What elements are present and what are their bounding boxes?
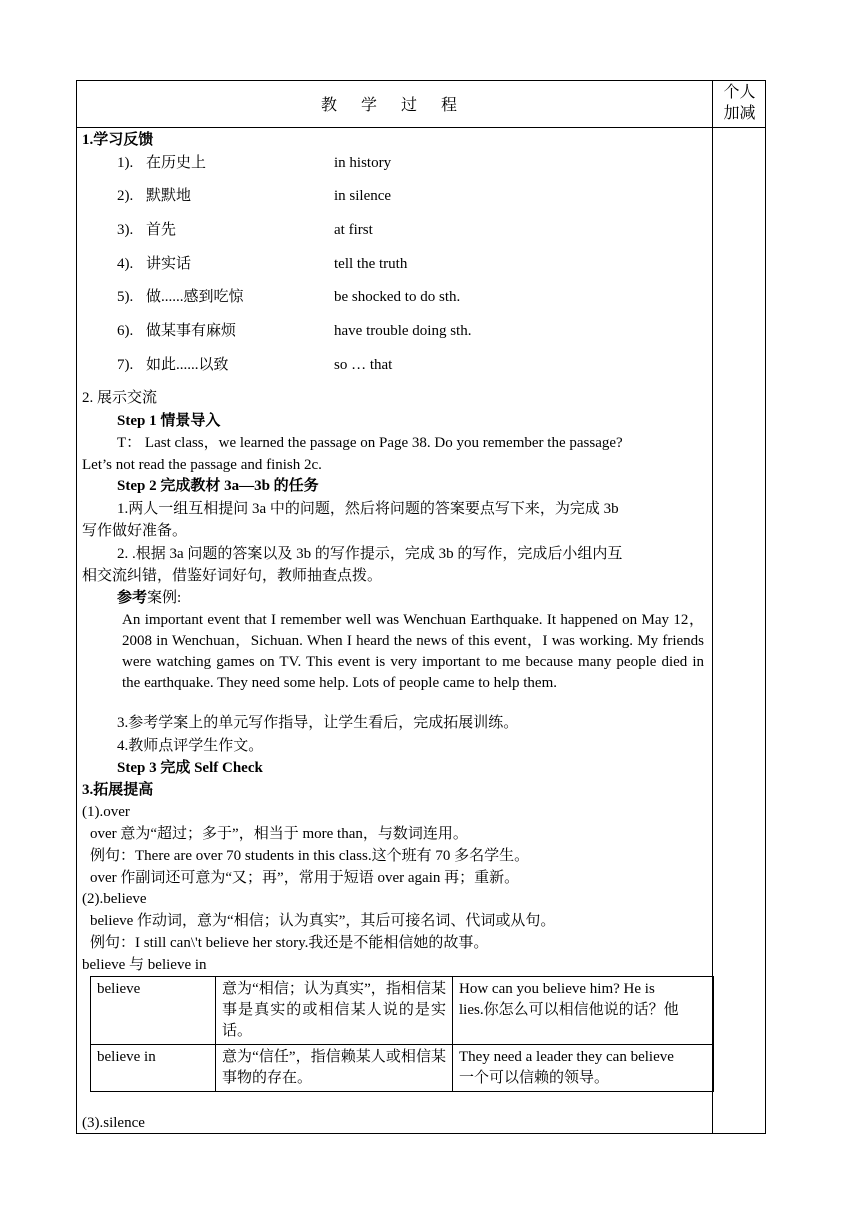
vocab-english: have trouble doing sth. — [334, 323, 472, 339]
over-heading: (1).over — [82, 804, 130, 820]
header-title: 教 学 过 程 — [320, 97, 467, 114]
vocab-chinese: 默默地 — [146, 188, 192, 204]
table-row — [91, 977, 714, 1045]
vocab-num: 6). — [117, 323, 134, 339]
step3-title: Step 3 完成 Self Check — [117, 760, 263, 776]
step2-p1-line1: 1.两人一组互相提问 3a 中的问题，然后将问题的答案要点写下来，为完成 3b — [117, 501, 619, 517]
over-line3: over 作副词还可意为“又；再”，常用于短语 over again 再；重新。 — [90, 870, 520, 886]
vocab-num: 1). — [117, 155, 134, 171]
step2-p4: 4.教师点评学生作文。 — [117, 738, 264, 754]
believe-heading: (2).believe — [82, 891, 147, 907]
vocab-num: 3). — [117, 222, 134, 238]
step2-title: Step 2 完成教材 3a—3b 的任务 — [117, 478, 319, 494]
vocab-chinese: 在历史上 — [146, 155, 207, 171]
vocab-english: in history — [334, 155, 392, 171]
vocab-num: 5). — [117, 289, 134, 305]
table-cell-word: believe in — [91, 1045, 216, 1092]
personal-score-header — [713, 82, 766, 124]
table-cell-example — [453, 977, 714, 1045]
reference-label-bold: 参考 — [117, 590, 148, 606]
side-header-line1: 个人 — [723, 84, 756, 101]
vocab-english: tell the truth — [334, 256, 408, 272]
step1-line1: T： Last class，we learned the passage on Page 38. Do you remember the passage? — [117, 435, 623, 451]
vocab-chinese: 做某事有麻烦 — [146, 323, 237, 339]
table-cell-meaning: 意为“相信；认为真实”，指相信某事是真实的或相信某人说的是实话。 — [216, 977, 453, 1045]
vocab-num: 7). — [117, 357, 134, 373]
believe-example: 例句：I still can\'t believe her story.我还是不能相信她的故事。 — [90, 935, 489, 951]
section2-title: 2. 展示交流 — [82, 390, 158, 406]
vocab-english: at first — [334, 222, 373, 238]
section3-title: 3.拓展提高 — [82, 782, 154, 798]
over-example: 例句：There are over 70 students in this class.这个班有 70 多名学生。 — [90, 848, 530, 864]
believe-comparison-table — [90, 976, 714, 1092]
vocab-english: be shocked to do sth. — [334, 289, 461, 305]
step1-line2: Let’s not read the passage and finish 2c. — [82, 457, 322, 473]
reference-label — [117, 588, 181, 608]
teaching-process-header — [76, 80, 712, 127]
table-cell-example — [453, 1045, 714, 1092]
sample-essay: An important event that I remember well was Wenchuan Earthquake. It happened on May 12，2008 in Wenchuan，Sichuan. When I heard the news of this event，I was working. My friends were watching games on TV. This event is very important to me because many people died in the earthquake. They need some help. Lots of people came to help them. — [122, 612, 704, 691]
step2-p1-line2: 写作做好准备。 — [82, 523, 188, 539]
vocab-chinese: 做......感到吃惊 — [146, 289, 244, 305]
over-line1: over 意为“超过；多于”，相当于 more than，与数词连用。 — [90, 826, 468, 842]
vocab-chinese: 讲实话 — [146, 256, 192, 272]
step2-p2-line2: 相交流纠错，借鉴好词好句，教师抽查点拨。 — [82, 568, 383, 584]
vocab-num: 4). — [117, 256, 134, 272]
side-header-line2: 加减 — [723, 105, 756, 122]
vocab-chinese: 首先 — [146, 222, 177, 238]
section1-title: 1.学习反馈 — [82, 132, 154, 148]
table-row — [91, 1045, 714, 1092]
reference-label-rest: 案例: — [147, 590, 182, 606]
example-line: 一个可以信赖的领导。 — [459, 1070, 610, 1086]
example-line: lies.你怎么可以相信他说的话？他 — [459, 1002, 679, 1018]
silence-heading: (3).silence — [82, 1115, 145, 1131]
vocab-english: so … that — [334, 357, 393, 373]
believe-line1: believe 作动词，意为“相信；认为真实”，其后可接名词、代词或从句。 — [90, 913, 556, 929]
compare-title: believe 与 believe in — [82, 957, 207, 973]
vocab-num: 2). — [117, 188, 134, 204]
header-divider — [76, 127, 766, 128]
table-cell-word: believe — [91, 977, 216, 1045]
step1-title: Step 1 情景导入 — [117, 413, 221, 429]
step2-p3: 3.参考学案上的单元写作指导，让学生看后，完成拓展训练。 — [117, 715, 519, 731]
vocab-chinese: 如此......以致 — [146, 357, 229, 373]
step2-p2-line1: 2. .根据 3a 问题的答案以及 3b 的写作提示，完成 3b 的写作，完成后小组内互 — [117, 546, 623, 562]
example-line: How can you believe him? He is — [459, 981, 655, 997]
example-line: They need a leader they can believe — [459, 1049, 674, 1065]
table-cell-meaning: 意为“信任”，指信赖某人或相信某事物的存在。 — [216, 1045, 453, 1092]
vocab-english: in silence — [334, 188, 392, 204]
